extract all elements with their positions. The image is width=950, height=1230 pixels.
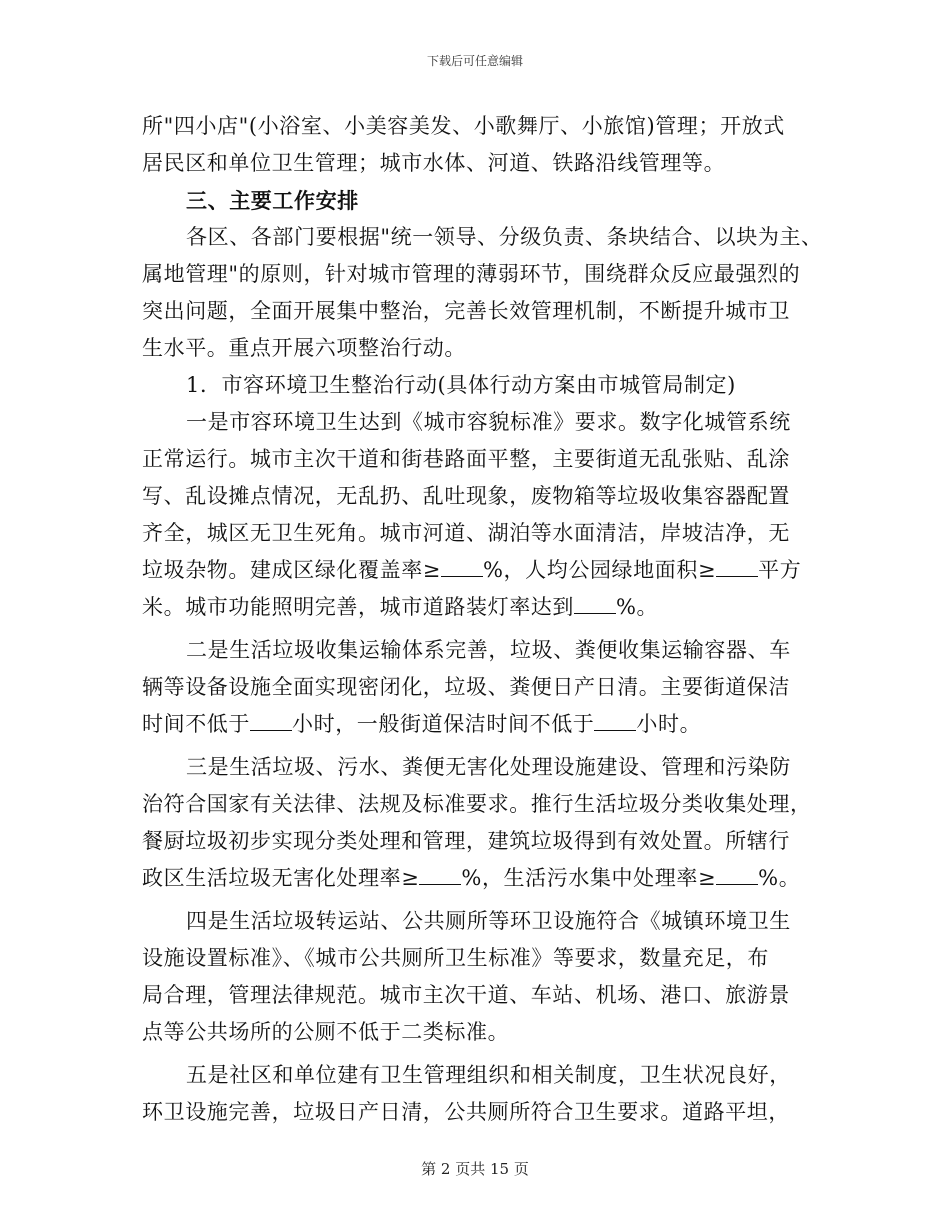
- text-segment: 时间不低于: [142, 712, 250, 736]
- section-heading: 三、主要工作安排: [186, 188, 359, 213]
- text-line: 生水平。重点开展六项整治行动。: [142, 336, 466, 360]
- fill-in-blank: [419, 866, 461, 885]
- text-line: 写、乱设摊点情况，无乱扔、乱吐现象，废物箱等垃圾收集容器配置: [142, 484, 790, 508]
- text-segment: 垃圾杂物。建成区绿化覆盖率≥: [142, 558, 441, 582]
- text-segment: %，生活污水集中处理率≥: [461, 866, 717, 890]
- text-line: 齐全，城区无卫生死角。城市河道、湖泊等水面清洁，岸坡洁净，无: [142, 521, 790, 545]
- page-header: 下载后可任意编辑: [426, 54, 523, 68]
- text-line: 环卫设施完善，垃圾日产日清，公共厕所符合卫生要求。道路平坦，: [142, 1100, 790, 1124]
- text-line: [142, 589, 814, 626]
- text-line: [142, 552, 814, 589]
- text-segment: 米。城市功能照明完善，城市道路装灯率达到: [142, 595, 574, 619]
- text-line: 辆等设备设施全面实现密闭化，垃圾、粪便日产日清。主要街道保洁: [142, 675, 790, 699]
- text-segment: 政区生活垃圾无害化处理率≥: [142, 866, 420, 890]
- text-segment: %。: [758, 866, 801, 890]
- text-segment: %。: [616, 595, 659, 619]
- subsection-heading: 1．市容环境卫生整治行动(具体行动方案由市城管局制定): [186, 373, 736, 397]
- text-line: 正常运行。城市主次干道和街巷路面平整，主要街道无乱张贴、乱涂: [142, 447, 790, 471]
- text-line: [142, 706, 814, 743]
- text-line: 局合理，管理法律规范。城市主次干道、车站、机场、港口、旅游景: [142, 983, 790, 1007]
- fill-in-blank: [250, 712, 292, 731]
- fill-in-blank: [441, 558, 483, 577]
- page-number-footer: 第 2 页共 15 页: [421, 1160, 529, 1178]
- fill-in-blank: [574, 595, 616, 614]
- text-line: 治符合国家有关法律、法规及标准要求。推行生活垃圾分类收集处理，: [142, 792, 812, 816]
- fill-in-blank: [716, 558, 758, 577]
- text-segment: %，人均公园绿地面积≥: [483, 558, 717, 582]
- fill-in-blank: [716, 866, 758, 885]
- text-line: 餐厨垃圾初步实现分类处理和管理，建筑垃圾得到有效处置。所辖行: [142, 829, 790, 853]
- text-line: [142, 860, 814, 897]
- text-line: 居民区和单位卫生管理；城市水体、河道、铁路沿线管理等。: [142, 151, 726, 175]
- paragraph-start: 一是市容环境卫生达到《城市容貌标准》要求。数字化城管系统: [186, 410, 791, 434]
- text-segment: 小时，一般街道保洁时间不低于: [292, 712, 595, 736]
- fill-in-blank: [594, 712, 636, 731]
- text-line: 所"四小店"(小浴室、小美容美发、小歌舞厅、小旅馆)管理；开放式: [142, 114, 785, 138]
- paragraph-start: 二是生活垃圾收集运输体系完善，垃圾、粪便收集运输容器、车: [186, 638, 791, 662]
- text-line: 点等公共场所的公厕不低于二类标准。: [142, 1020, 510, 1044]
- paragraph-start: 四是生活垃圾转运站、公共厕所等环卫设施符合《城镇环境卫生: [186, 909, 791, 933]
- text-segment: 平方: [758, 558, 802, 582]
- paragraph-start: 三是生活垃圾、污水、粪便无害化处理设施建设、管理和污染防: [186, 755, 791, 779]
- paragraph-start: 各区、各部门要根据"统一领导、分级负责、条块结合、以块为主、: [186, 225, 823, 249]
- text-line: 设施设置标准》、《城市公共厕所卫生标准》等要求，数量充足，布: [142, 946, 769, 970]
- text-line: 属地管理"的原则，针对城市管理的薄弱环节，围绕群众反应最强烈的: [142, 262, 801, 286]
- text-line: 突出问题，全面开展集中整治，完善长效管理机制，不断提升城市卫: [142, 299, 790, 323]
- paragraph-start: 五是社区和单位建有卫生管理组织和相关制度，卫生状况良好，: [186, 1063, 791, 1087]
- document-body: [142, 108, 823, 1131]
- text-segment: 小时。: [636, 712, 702, 736]
